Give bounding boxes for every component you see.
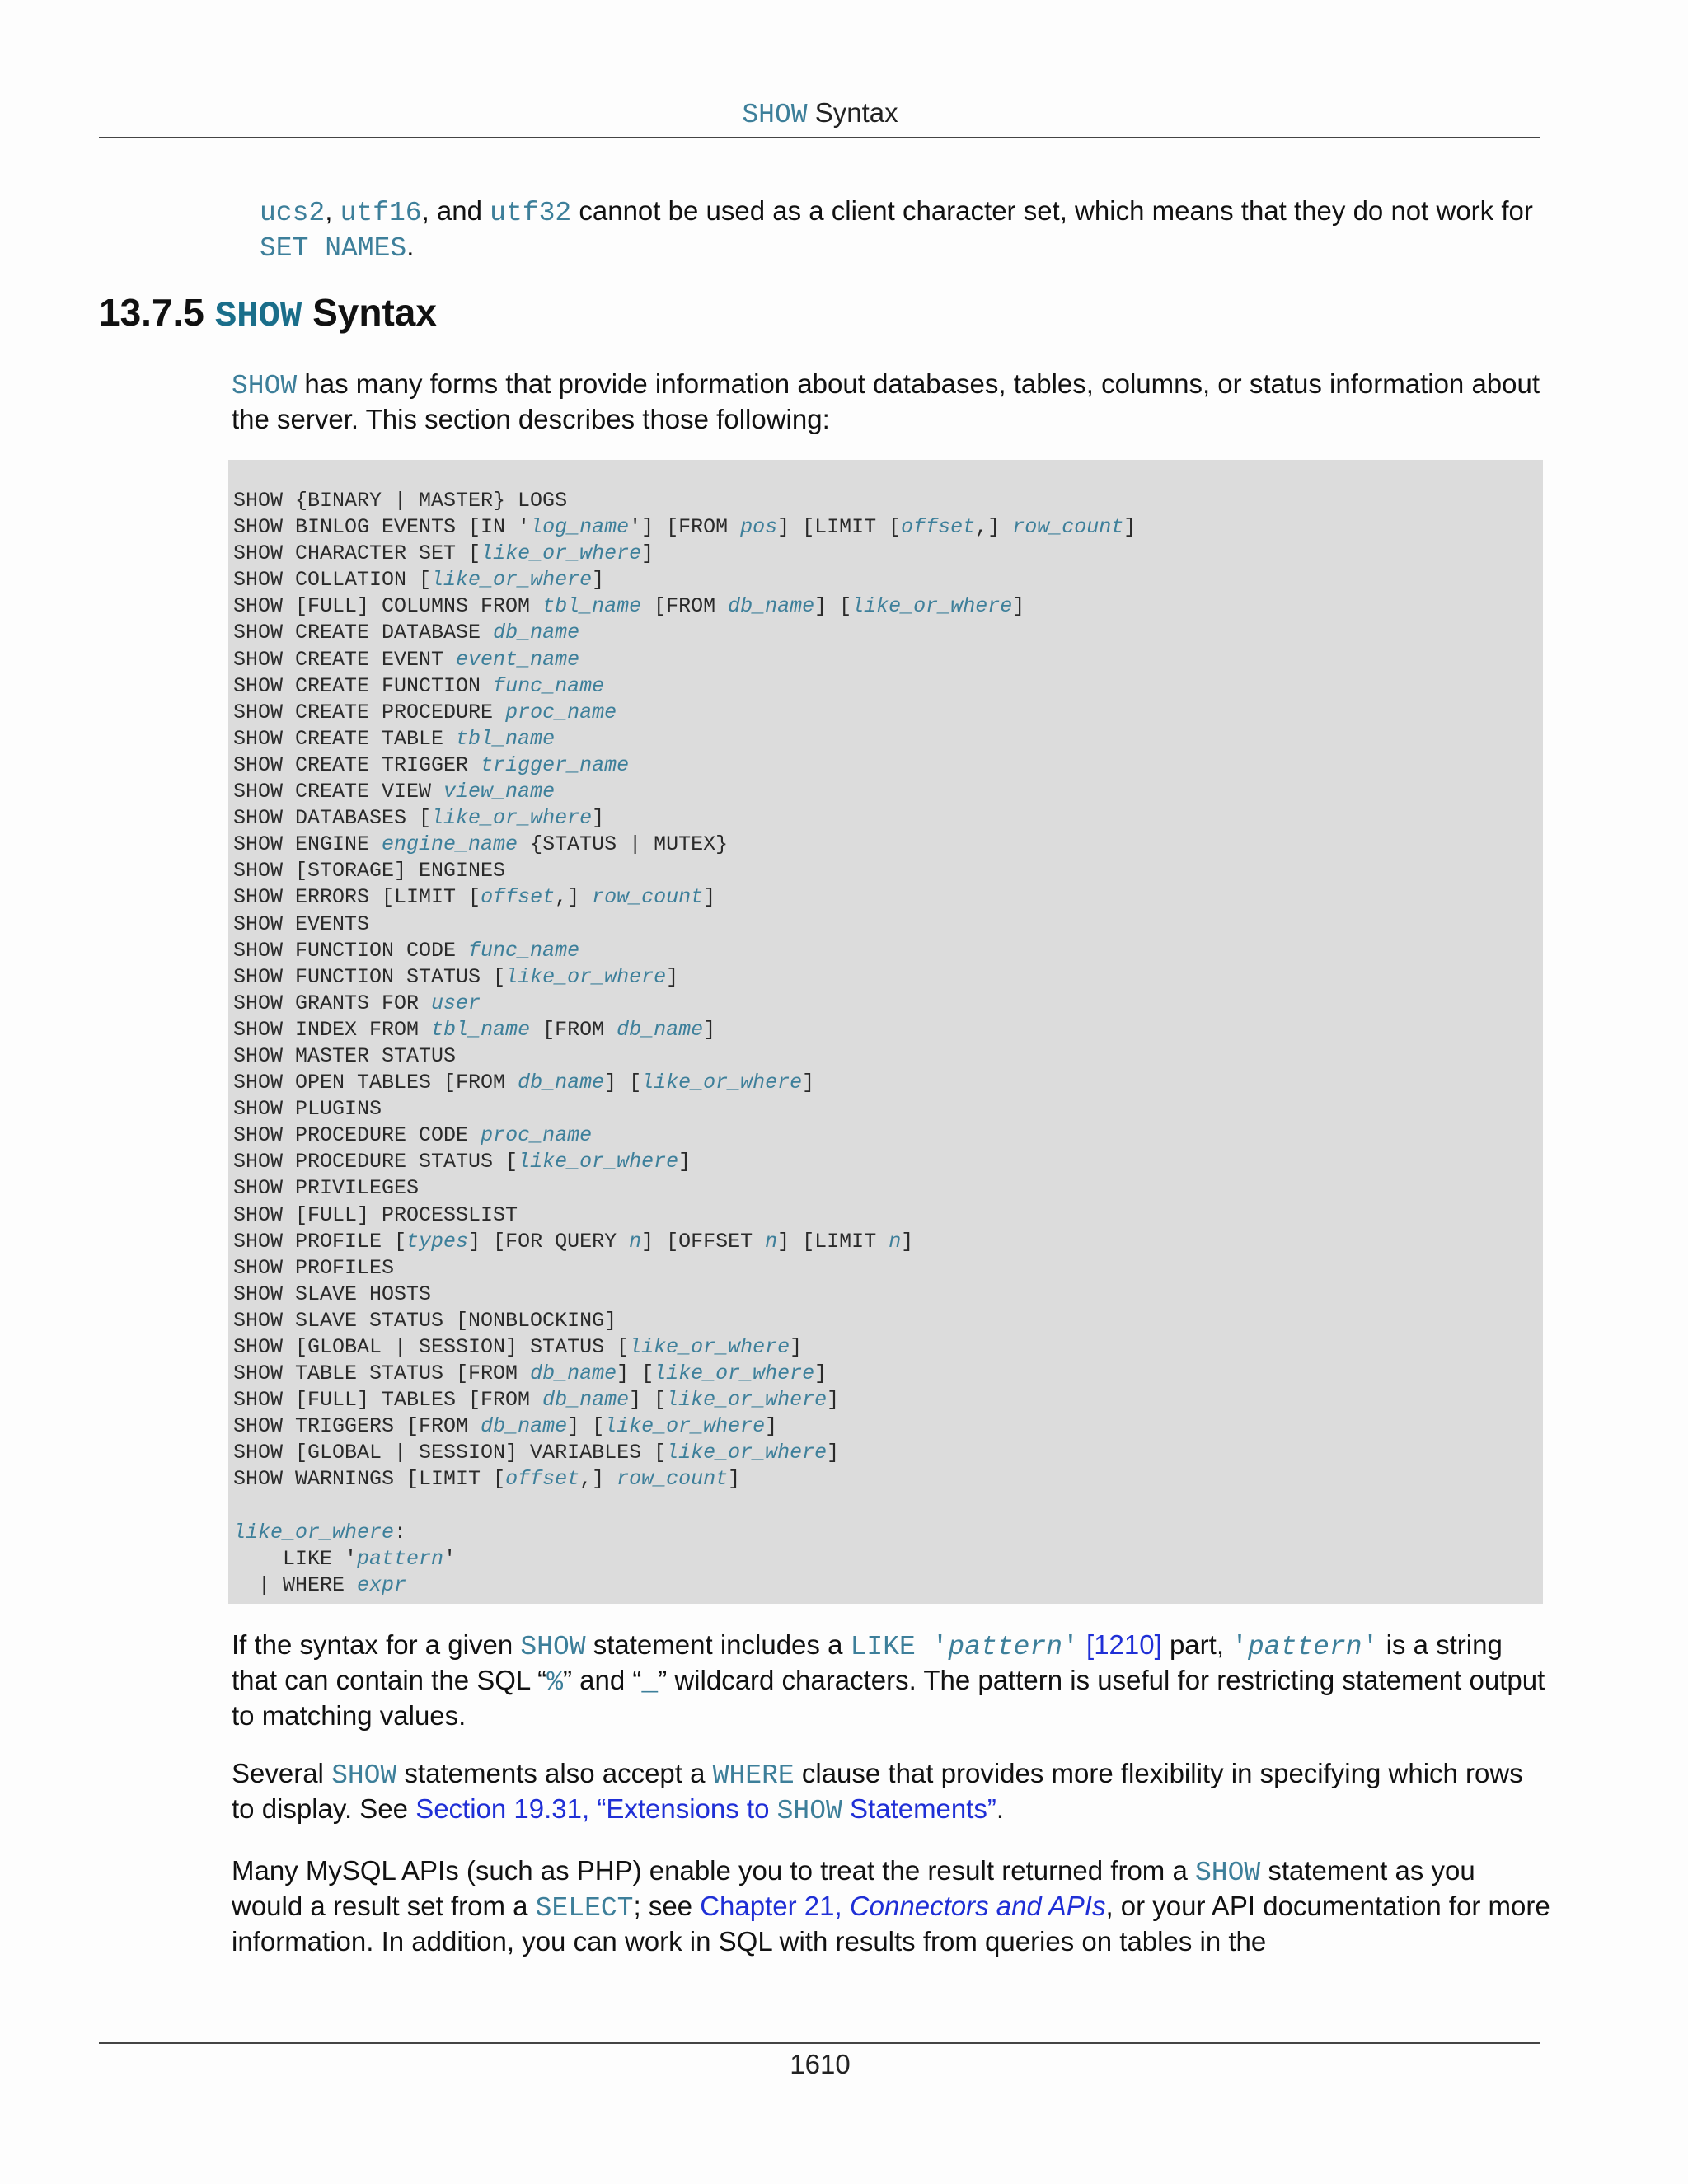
syntax-keyword-text: SHOW BINLOG EVENTS [IN '	[233, 515, 531, 540]
syntax-keyword-text: ]	[827, 1388, 840, 1413]
syntax-keyword-text: LIKE '	[233, 1546, 358, 1571]
syntax-keyword-text: ] [	[617, 1361, 654, 1386]
syntax-keyword-text: SHOW TRIGGERS [FROM	[233, 1414, 481, 1439]
where-keyword: WHERE	[712, 1760, 795, 1791]
syntax-keyword-text: ,]	[555, 885, 593, 910]
syntax-keyword-text: SHOW CREATE VIEW	[233, 780, 444, 804]
syntax-code-block	[228, 460, 1543, 1604]
syntax-keyword-text: SHOW CREATE FUNCTION	[233, 673, 494, 698]
syntax-keyword-text: '] [FROM	[629, 515, 741, 540]
syntax-keyword-text: ] [	[629, 1388, 667, 1413]
syntax-placeholder: row_count	[1012, 515, 1124, 540]
syntax-placeholder: like_or_where	[654, 1361, 815, 1386]
pattern-placeholder: pattern	[1247, 1632, 1362, 1662]
syntax-line	[233, 727, 555, 751]
syntax-placeholder: like_or_where	[431, 568, 593, 593]
page-number: 1610	[790, 2049, 851, 2079]
syntax-keyword-text: ] [LIMIT [	[777, 515, 902, 540]
syntax-line	[233, 1335, 802, 1359]
syntax-line	[233, 1176, 419, 1200]
syntax-placeholder: func_name	[493, 673, 605, 698]
syntax-keyword-text: ]	[790, 1335, 803, 1359]
quote: '	[1362, 1632, 1379, 1662]
syntax-keyword-text: ]	[678, 1150, 692, 1174]
p2-text: is a string that can contain the SQL “	[232, 1629, 1503, 1695]
syntax-placeholder: types	[406, 1229, 469, 1254]
syntax-keyword-text: SHOW CREATE TABLE	[233, 726, 457, 751]
syntax-keyword-text: ]	[827, 1441, 840, 1465]
syntax-keyword-text: ,]	[579, 1467, 617, 1492]
syntax-line	[233, 648, 579, 672]
syntax-keyword-text: ]	[703, 885, 716, 910]
syntax-keyword-text: SHOW TABLE STATUS [FROM	[233, 1361, 531, 1386]
p4-text: , or your API documentation for more information. In addition, you can work in SQL with results from queries on tables in the	[232, 1891, 1550, 1957]
p3-text: statements also accept a	[396, 1758, 713, 1788]
syntax-keyword-text: SHOW COLLATION [	[233, 568, 432, 593]
syntax-placeholder: like_or_where	[851, 594, 1013, 619]
p4-text: statement as you would a result set from a	[232, 1855, 1475, 1921]
charset-utf32: utf32	[490, 198, 572, 228]
syntax-keyword-text: SHOW SLAVE STATUS [NONBLOCKING]	[233, 1308, 617, 1333]
syntax-placeholder: db_name	[617, 1017, 704, 1042]
syntax-placeholder: pattern	[357, 1546, 444, 1571]
syntax-placeholder: like_or_where	[604, 1414, 766, 1439]
show-keyword: SHOW	[1194, 1858, 1261, 1888]
syntax-placeholder: like_or_where	[629, 1335, 790, 1359]
syntax-keyword-text: [FROM	[641, 594, 729, 619]
syntax-line	[233, 489, 567, 513]
syntax-keyword-text: SHOW PROFILES	[233, 1255, 395, 1280]
syntax-placeholder: offset	[901, 515, 976, 540]
syntax-keyword-text: SHOW INDEX FROM	[233, 1017, 432, 1042]
syntax-keyword-text: SHOW PRIVILEGES	[233, 1176, 420, 1201]
syntax-keyword-text: SHOW WARNINGS [LIMIT [	[233, 1467, 506, 1492]
header-code: SHOW	[742, 100, 808, 130]
intro-paragraph	[260, 194, 1545, 265]
apis-paragraph	[232, 1854, 1550, 1958]
intro-text: , and	[421, 195, 490, 226]
syntax-keyword-text: SHOW FUNCTION STATUS [	[233, 964, 506, 989]
syntax-line	[233, 859, 505, 883]
syntax-line	[233, 806, 604, 830]
syntax-line	[233, 1361, 827, 1385]
syntax-line	[233, 568, 604, 592]
syntax-line	[233, 1071, 814, 1094]
syntax-keyword-text: ]	[1123, 515, 1137, 540]
quote: '	[1231, 1632, 1248, 1662]
syntax-line	[233, 939, 579, 963]
section-number: 13.7.5	[99, 291, 215, 334]
syntax-keyword-text: SHOW [GLOBAL | SESSION] STATUS [	[233, 1335, 630, 1359]
syntax-line	[233, 1467, 740, 1491]
syntax-placeholder: db_name	[481, 1414, 568, 1439]
syntax-keyword-text: ] [LIMIT	[777, 1229, 889, 1254]
syntax-placeholder: log_name	[530, 515, 630, 540]
section-heading	[99, 290, 437, 337]
header-title: Syntax	[807, 97, 898, 128]
syntax-keyword-text: SHOW PROCEDURE STATUS [	[233, 1150, 518, 1174]
syntax-placeholder: like_or_where	[666, 1441, 828, 1465]
syntax-keyword-text: ]	[814, 1361, 828, 1386]
syntax-placeholder: proc_name	[505, 700, 617, 724]
p2-text: part,	[1161, 1629, 1232, 1660]
link-text: Chapter 21,	[700, 1891, 850, 1921]
syntax-line	[233, 1150, 691, 1174]
pattern-placeholder: pattern	[948, 1632, 1063, 1662]
syntax-keyword-text: SHOW FUNCTION CODE	[233, 938, 469, 963]
syntax-keyword-text: ]	[592, 806, 605, 831]
link-title: Connectors and APIs	[849, 1891, 1106, 1921]
syntax-line	[233, 1388, 839, 1412]
syntax-placeholder: tbl_name	[456, 726, 556, 751]
running-header	[0, 97, 1640, 130]
syntax-placeholder: like_or_where	[518, 1150, 679, 1174]
syntax-keyword-text: SHOW ERRORS [LIMIT [	[233, 885, 481, 910]
syntax-placeholder: like_or_where	[233, 1520, 395, 1544]
syntax-keyword-text: SHOW [FULL] PROCESSLIST	[233, 1202, 518, 1227]
intro-text: ,	[325, 195, 340, 226]
syntax-keyword-text: ,]	[975, 515, 1013, 540]
intro-text: cannot be used as a client character set, which means that they do not work for	[571, 195, 1533, 226]
syntax-keyword-text: SHOW CHARACTER SET [	[233, 541, 481, 566]
syntax-keyword-text: SHOW {BINARY | MASTER} LOGS	[233, 489, 568, 513]
link-code: SHOW	[776, 1796, 842, 1826]
syntax-placeholder: row_count	[592, 885, 704, 910]
syntax-line	[233, 1097, 382, 1121]
syntax-listing	[233, 488, 1136, 1599]
syntax-line	[233, 1018, 715, 1042]
syntax-keyword-text: SHOW [FULL] COLUMNS FROM	[233, 594, 543, 619]
syntax-keyword-text: SHOW MASTER STATUS	[233, 1043, 457, 1068]
syntax-line	[233, 621, 579, 644]
syntax-placeholder: func_name	[468, 938, 580, 963]
syntax-placeholder: db_name	[728, 594, 815, 619]
syntax-placeholder: row_count	[617, 1467, 729, 1492]
syntax-keyword-text: ]	[765, 1414, 778, 1439]
syntax-keyword-text: ]	[728, 1467, 741, 1492]
syntax-placeholder: engine_name	[382, 832, 518, 857]
syntax-keyword-text: ]	[666, 964, 679, 989]
syntax-placeholder: like_or_where	[641, 1071, 803, 1095]
syntax-line	[233, 1230, 913, 1254]
syntax-line	[233, 832, 728, 856]
syntax-line	[233, 594, 1025, 618]
syntax-placeholder: offset	[505, 1467, 580, 1492]
footer-rule	[99, 2042, 1540, 2044]
syntax-keyword-text: SHOW [STORAGE] ENGINES	[233, 859, 506, 883]
syntax-placeholder: n	[629, 1229, 642, 1254]
syntax-placeholder: n	[765, 1229, 778, 1254]
syntax-keyword-text: SHOW EVENTS	[233, 912, 370, 936]
syntax-keyword-text: ] [	[814, 594, 852, 619]
p3-text: Several	[232, 1758, 332, 1788]
syntax-placeholder: like_or_where	[505, 964, 667, 989]
syntax-keyword-text: [FROM	[530, 1017, 617, 1042]
syntax-keyword-text: SHOW [FULL] TABLES [FROM	[233, 1388, 543, 1413]
chapter-21-link[interactable]	[700, 1891, 1105, 1921]
ref-1210-link[interactable]: [1210]	[1078, 1629, 1162, 1660]
section-code: SHOW	[214, 296, 302, 337]
p4-text: Many MySQL APIs (such as PHP) enable you to treat the result returned from a	[232, 1855, 1195, 1886]
syntax-keyword-text: SHOW PROCEDURE CODE	[233, 1123, 481, 1148]
syntax-line	[233, 1521, 406, 1544]
link-text: Section 19.31, “Extensions to	[415, 1793, 777, 1824]
syntax-keyword-text: {STATUS | MUTEX}	[518, 832, 729, 857]
p2-text: If the syntax for a given	[232, 1629, 521, 1660]
syntax-placeholder: event_name	[456, 647, 580, 672]
syntax-keyword-text: SHOW CREATE TRIGGER	[233, 752, 481, 777]
syntax-line	[233, 1044, 456, 1068]
syntax-keyword-text: ]	[901, 1229, 914, 1254]
syntax-line	[233, 1282, 431, 1306]
syntax-line	[233, 701, 617, 724]
syntax-keyword-text: SHOW CREATE DATABASE	[233, 621, 494, 645]
syntax-line	[233, 780, 555, 804]
syntax-line	[233, 885, 715, 909]
syntax-placeholder: trigger_name	[481, 752, 630, 777]
syntax-keyword-text: SHOW CREATE EVENT	[233, 647, 457, 672]
syntax-keyword-text: :	[394, 1520, 407, 1544]
syntax-placeholder: tbl_name	[431, 1017, 531, 1042]
syntax-line	[233, 515, 1136, 539]
percent-wildcard: %	[546, 1667, 563, 1698]
syntax-line	[233, 674, 604, 698]
link-text: Statements”	[842, 1793, 996, 1824]
where-clause-paragraph	[232, 1757, 1550, 1828]
syntax-placeholder: expr	[357, 1572, 407, 1597]
select-keyword: SELECT	[535, 1893, 634, 1924]
syntax-keyword-text: SHOW [GLOBAL | SESSION] VARIABLES [	[233, 1441, 667, 1465]
show-keyword: SHOW	[331, 1760, 397, 1791]
syntax-line	[233, 1256, 394, 1280]
syntax-keyword-text: ]	[1012, 594, 1025, 619]
like-clause	[851, 1632, 1079, 1662]
syntax-placeholder: like_or_where	[481, 541, 642, 566]
like-keyword: LIKE '	[850, 1632, 949, 1662]
intro-text: .	[406, 231, 415, 261]
syntax-keyword-text: ]	[592, 568, 605, 593]
syntax-keyword-text: ]	[802, 1071, 815, 1095]
syntax-keyword-text: ]	[703, 1017, 716, 1042]
syntax-placeholder: offset	[481, 885, 556, 910]
syntax-line	[233, 1309, 617, 1333]
overview-text: has many forms that provide information about databases, tables, columns, or status information about the server. This section describes those following:	[232, 368, 1540, 434]
syntax-keyword-text: | WHERE	[233, 1572, 358, 1597]
syntax-placeholder: n	[889, 1229, 902, 1254]
syntax-placeholder: db_name	[518, 1071, 605, 1095]
p2-text: statement includes a	[585, 1629, 851, 1660]
syntax-line	[233, 1547, 456, 1571]
syntax-line	[233, 1441, 839, 1465]
syntax-keyword-text: SHOW CREATE PROCEDURE	[233, 700, 506, 724]
syntax-placeholder: like_or_where	[431, 806, 593, 831]
section-title: Syntax	[302, 291, 437, 334]
syntax-line	[233, 1123, 592, 1147]
section-19-31-link[interactable]	[415, 1793, 996, 1824]
syntax-placeholder: db_name	[530, 1361, 617, 1386]
syntax-placeholder: pos	[740, 515, 778, 540]
syntax-placeholder: like_or_where	[666, 1388, 828, 1413]
p2-text: ” and “	[563, 1665, 642, 1695]
syntax-keyword-text: ] [	[567, 1414, 605, 1439]
pattern-literal	[1231, 1632, 1378, 1662]
syntax-placeholder: db_name	[542, 1388, 630, 1413]
syntax-line	[233, 1414, 777, 1438]
syntax-line	[233, 1203, 518, 1227]
syntax-keyword-text: SHOW PROFILE [	[233, 1229, 407, 1254]
header-rule	[99, 137, 1540, 138]
syntax-placeholder: proc_name	[481, 1123, 593, 1148]
syntax-keyword-text: '	[443, 1546, 457, 1571]
syntax-placeholder: tbl_name	[542, 594, 642, 619]
syntax-keyword-text: ] [FOR QUERY	[468, 1229, 630, 1254]
syntax-placeholder: user	[431, 991, 481, 1015]
underscore-wildcard: _	[641, 1667, 659, 1698]
syntax-keyword-text: SHOW OPEN TABLES [FROM	[233, 1071, 518, 1095]
syntax-line	[233, 541, 654, 565]
p3-text: .	[996, 1793, 1005, 1824]
like-pattern-paragraph	[232, 1629, 1550, 1732]
syntax-line	[233, 912, 369, 936]
syntax-placeholder: view_name	[443, 780, 556, 804]
charset-ucs2: ucs2	[260, 198, 326, 228]
syntax-keyword-text: SHOW PLUGINS	[233, 1097, 382, 1122]
syntax-placeholder: db_name	[493, 621, 580, 645]
show-keyword: SHOW	[232, 371, 298, 401]
syntax-keyword-text: ]	[641, 541, 654, 566]
p4-text: ; see	[633, 1891, 701, 1921]
syntax-line	[233, 965, 678, 989]
set-names-statement: SET NAMES	[260, 233, 407, 264]
syntax-keyword-text: ] [	[604, 1071, 642, 1095]
show-overview-paragraph	[232, 368, 1550, 436]
p2-text: ” wildcard characters. The pattern is useful for restricting statement output to matching values.	[232, 1665, 1545, 1731]
charset-utf16: utf16	[340, 198, 422, 228]
p3-text: clause that provides more flexibility in specifying which rows to display. See	[232, 1758, 1523, 1824]
syntax-keyword-text: SHOW GRANTS FOR	[233, 991, 432, 1015]
syntax-keyword-text: SHOW ENGINE	[233, 832, 382, 857]
syntax-keyword-text: ] [OFFSET	[641, 1229, 766, 1254]
syntax-line	[233, 1573, 406, 1597]
syntax-line	[233, 753, 629, 777]
syntax-keyword-text: SHOW DATABASES [	[233, 806, 432, 831]
syntax-keyword-text: SHOW SLAVE HOSTS	[233, 1282, 432, 1306]
show-keyword: SHOW	[520, 1632, 586, 1662]
syntax-line	[233, 991, 481, 1015]
like-quote: '	[1062, 1632, 1079, 1662]
